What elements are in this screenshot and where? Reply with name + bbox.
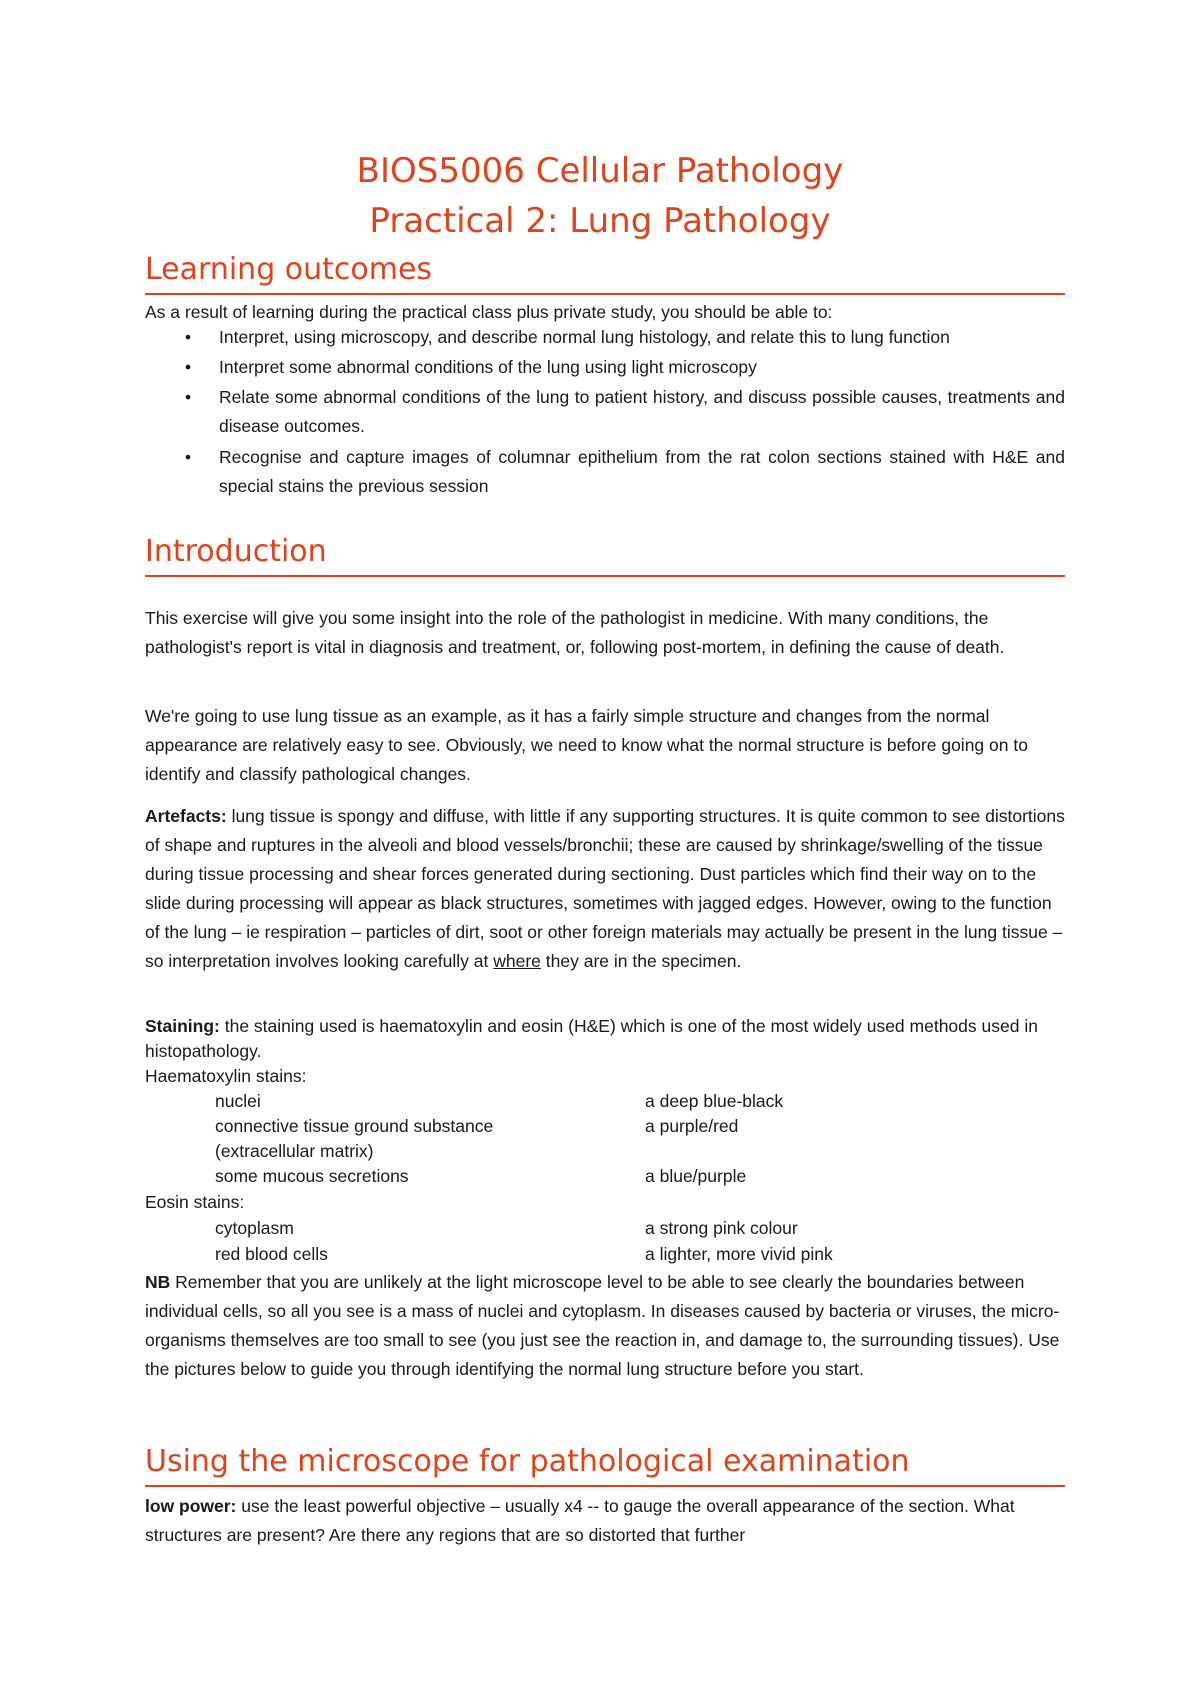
stain-colour: a strong pink colour [645, 1218, 798, 1238]
stain-target: some mucous secretions [215, 1166, 409, 1186]
section-divider [145, 293, 1065, 295]
artefacts-text: lung tissue is spongy and diffuse, with little if any supporting structures. It is quite common to see distortions of shape and ruptures in the alveoli and blood vessels/bronchii; these are caused by shrinkage/swelling of the tissue during tissue processing and shear forces generated during sectioning. Dust particles which find their way on to the slide during processing will appear as black structures, sometimes with jagged edges. However, owing to the function of the lung – ie respiration – particles of dirt, soot or other foreign materials may actually be present in the lung tissue – so interpretation involves looking carefully at [145, 806, 1065, 971]
artefacts-label: Artefacts: [145, 806, 227, 826]
stain-target: connective tissue ground substance [215, 1116, 494, 1136]
introduction-paragraph: This exercise will give you some insight into the role of the pathologist in medicine. With many conditions, the pathologist's report is vital in diagnosis and treatment, or, following post-mortem, in defining the cause of death. [145, 608, 1005, 657]
stain-target: (extracellular matrix) [215, 1141, 374, 1161]
list-item-text: Interpret some abnormal conditions of the lung using light microscopy [219, 357, 757, 377]
stain-colour: a blue/purple [645, 1166, 747, 1186]
artefacts-paragraph [145, 802, 1065, 976]
microscope-heading: Using the microscope for pathological examination [145, 1444, 910, 1479]
stain-colour: a deep blue-black [645, 1091, 784, 1111]
eosin-label: Eosin stains: [145, 1192, 245, 1212]
list-item [185, 383, 1065, 441]
document-title: BIOS5006 Cellular Pathology [356, 151, 844, 191]
nb-paragraph [145, 1268, 1065, 1384]
stain-colour: a lighter, more vivid pink [645, 1244, 833, 1264]
section-divider [145, 1485, 1065, 1487]
haematoxylin-label: Haematoxylin stains: [145, 1066, 307, 1086]
introduction-heading: Introduction [145, 534, 327, 569]
staining-paragraph [145, 1014, 1065, 1064]
nb-label: NB [145, 1272, 171, 1292]
low-power-label: low power: [145, 1496, 237, 1516]
staining-text: the staining used is haematoxylin and eosin (H&E) which is one of the most widely used methods used in histopathology. [145, 1016, 1038, 1061]
learning-outcomes-intro: As a result of learning during the practical class plus private study, you should be able to: [145, 302, 833, 322]
bullet-icon: • [185, 447, 192, 467]
list-item-text: Relate some abnormal conditions of the lung to patient history, and discuss possible causes, treatments and disease outcomes. [219, 387, 1065, 436]
artefacts-emphasis: where [493, 951, 541, 971]
list-item [185, 353, 1065, 382]
section-divider [145, 575, 1065, 577]
list-item-text: Recognise and capture images of columnar epithelium from the rat colon sections stained with H&E and special stains the previous session [219, 447, 1065, 496]
nb-text: Remember that you are unlikely at the light microscope level to be able to see clearly the boundaries between individual cells, so all you see is a mass of nuclei and cytoplasm. In diseases caused by bacteria or viruses, the micro-organisms themselves are too small to see (you just see the reaction in, and damage to, the surrounding tissues). Use the pictures below to guide you through identifying the normal lung structure before you start. [145, 1272, 1060, 1379]
document-subtitle: Practical 2: Lung Pathology [369, 201, 831, 241]
stain-colour: a purple/red [645, 1116, 739, 1136]
bullet-icon: • [185, 327, 192, 347]
bullet-icon: • [185, 357, 192, 377]
stain-target: red blood cells [215, 1244, 328, 1264]
bullet-icon: • [185, 387, 192, 407]
staining-label: Staining: [145, 1016, 220, 1036]
list-item [185, 443, 1065, 501]
artefacts-text-end: they are in the specimen. [540, 951, 742, 971]
list-item [185, 323, 1065, 352]
low-power-text: use the least powerful objective – usually x4 -- to gauge the overall appearance of the section. What structures are present? Are there any regions that are so distorted that further [145, 1496, 1015, 1545]
list-item-text: Interpret, using microscopy, and describe normal lung histology, and relate this to lung function [219, 327, 950, 347]
introduction-paragraph: We're going to use lung tissue as an example, as it has a fairly simple structure and changes from the normal appearance are relatively easy to see. Obviously, we need to know what the normal structure is before going on to identify and classify pathological changes. [145, 706, 1028, 784]
learning-outcomes-heading: Learning outcomes [145, 252, 433, 287]
stain-target: cytoplasm [215, 1218, 294, 1238]
stain-target: nuclei [215, 1091, 261, 1111]
low-power-paragraph [145, 1492, 1065, 1550]
